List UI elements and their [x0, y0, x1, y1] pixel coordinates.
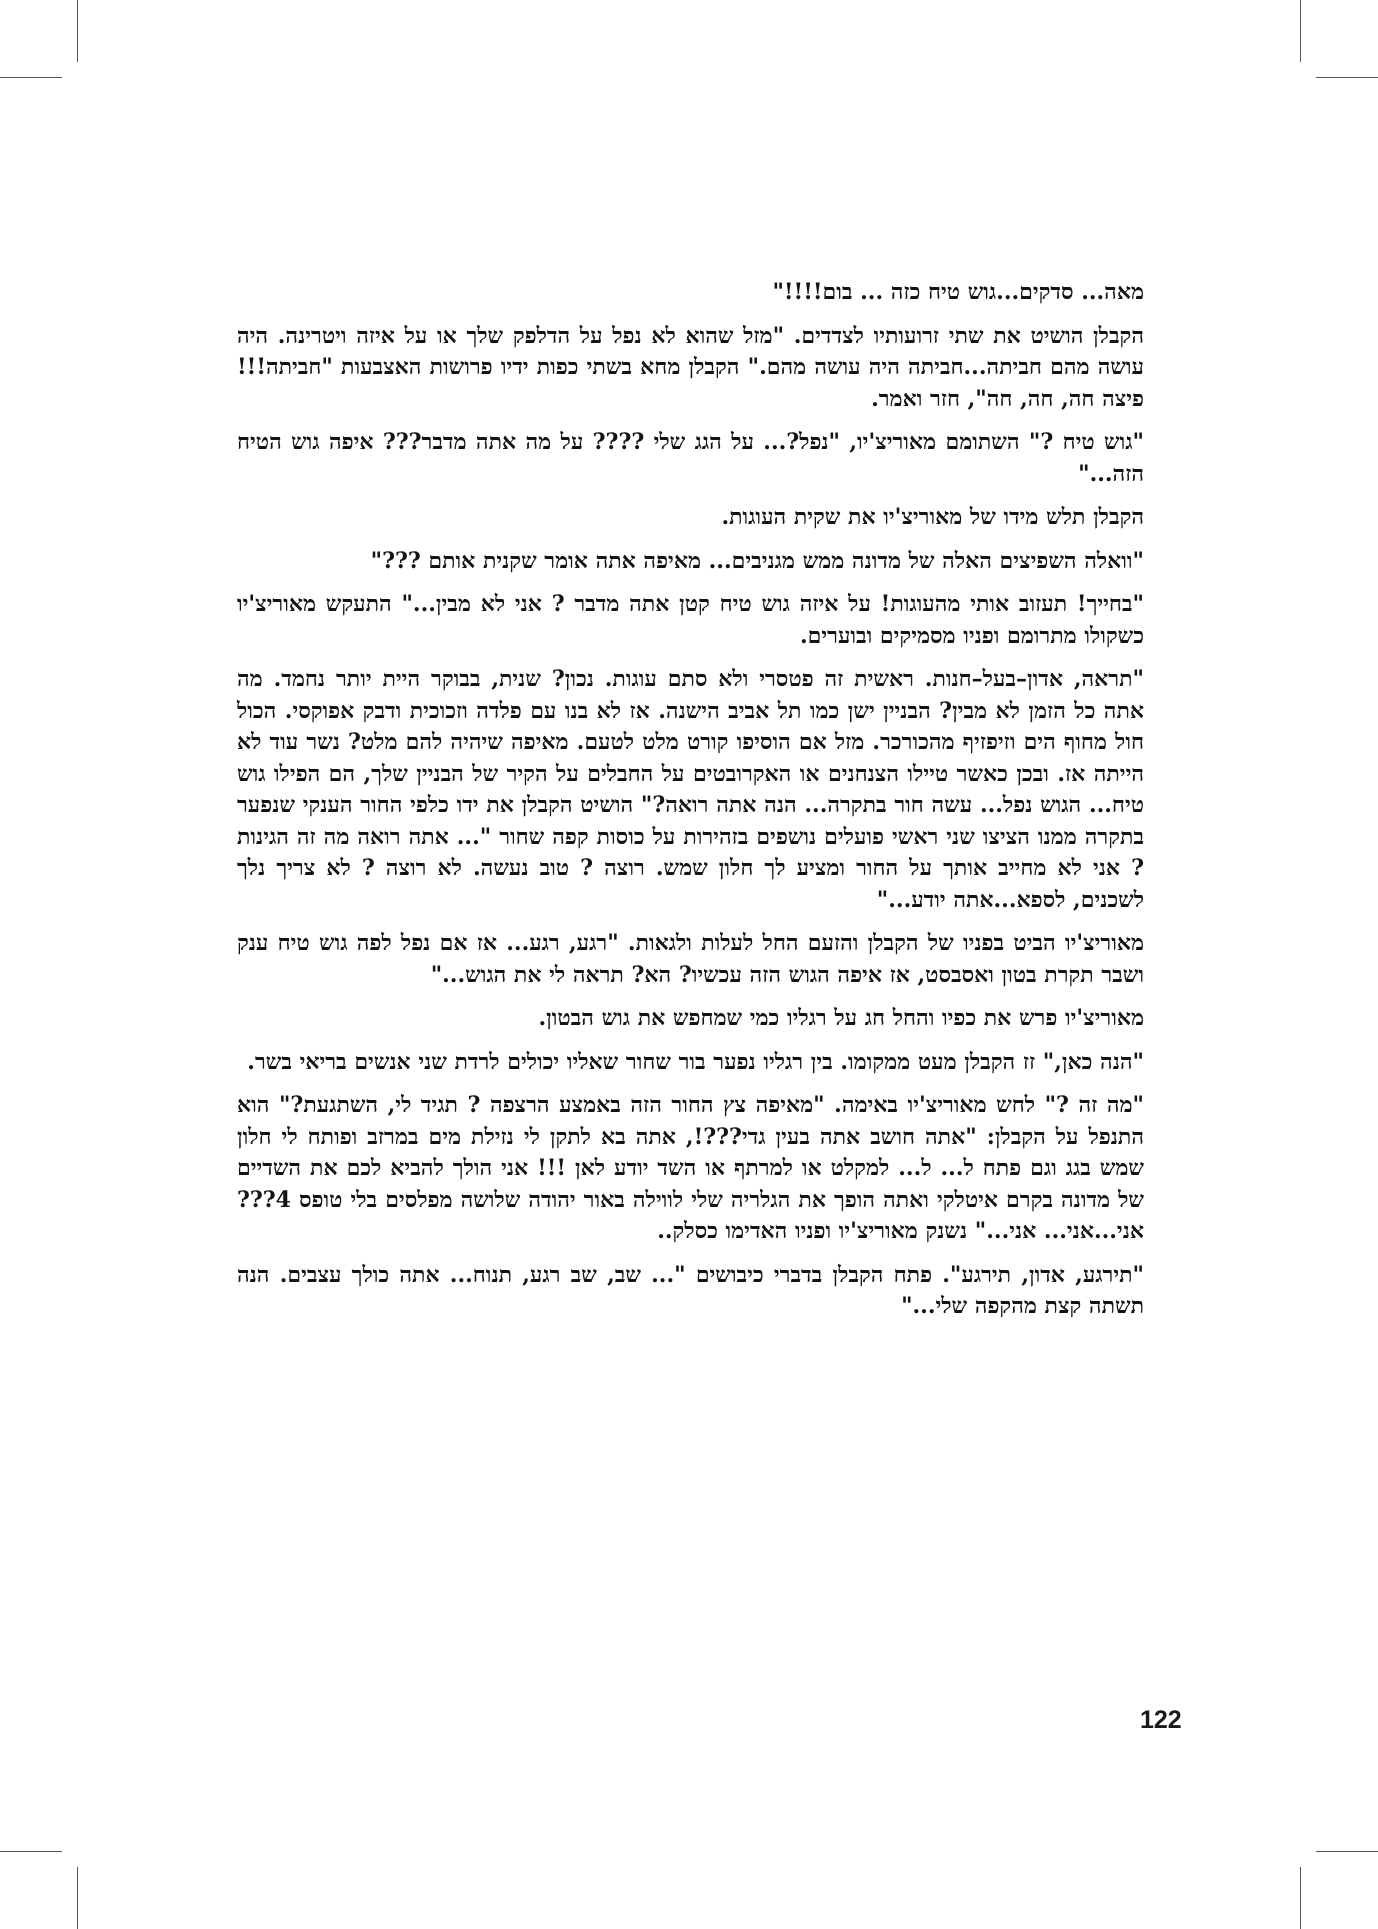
paragraph: מאה... סדקים...גוש טיח כזה ... בום!!!!" [772, 279, 1144, 305]
body-text [237, 277, 1144, 1335]
crop-mark [0, 77, 62, 78]
paragraph: "מה זה ?" לחש מאוריצ'יו באימה. "מאיפה צץ החור הזה באמצע הרצפה ? תגיד לי, השתגעת?" הוא התנפל על הקבלן: "אתה חושב אתה בעין גדי???!, אתה בא לתקן לי נזילת מים במרזב ופותח לי חלון שמש בגג וגם פתח ל... ל... למקלט או למרתף או השד יודע לאן !!! אני הולך להביא לכם את השדיים של מדונה בקרם איטלקי ואתה הופך את הגלריה שלי לווילה באור יהודה שלושה מפלסים בלי טופס 4??? אני...אני... אני..." נשנק מאוריצ'יו ופניו האדימו כסלק.. [237, 1092, 1144, 1244]
paragraph: מאוריצ'יו הביט בפניו של הקבלן והזעם החל לעלות ולגאות. "רגע, רגע... אז אם נפל לפה גוש טיח ענק ושבר תקרת בטון ואסבסט, אז איפה הגוש הזה עכשיו? הא? תראה לי את הגוש..." [237, 930, 1144, 988]
crop-mark [1316, 77, 1378, 78]
crop-mark [1316, 1851, 1378, 1852]
paragraph: הקבלן הושיט את שתי זרועותיו לצדדים. "מזל שהוא לא נפל על הדלפק שלך או על איזה ויטרינה. היה עושה מהם חביתה...חביתה היה עושה מהם." הקבלן מחא בשתי כפות ידיו פרושות האצבעות "חביתה!!! פיצה חה, חה, חה", חזר ואמר. [237, 322, 1144, 412]
paragraph: "הנה כאן," זז הקבלן מעט ממקומו. בין רגליו נפער בור שחור שאליו יכולים לרדת שני אנשים בריאי בשר. [247, 1048, 1144, 1075]
paragraph: הקבלן תלש מידו של מאוריצ'יו את שקית העוגות. [721, 504, 1144, 530]
paragraph: "וואלה השפיצים האלה של מדונה ממש מגניבים... מאיפה אתה אומר שקנית אותם ???" [370, 547, 1144, 574]
paragraph: "גוש טיח ?" השתומם מאוריצ'יו, "נפל?... על הגג שלי ???? על מה אתה מדבר??? איפה גוש הטיח הזה..." [237, 429, 1144, 487]
crop-mark [0, 1851, 62, 1852]
paragraph: "תראה, אדון–בעל–חנות. ראשית זה פטסרי ולא סתם עוגות. נכון? שנית, בבוקר היית יותר נחמד. מה אתה כל הזמן לא מבין? הבניין ישן כמו תל אביב הישנה. אז לא בנו עם פלדה וזכוכית ודבק אפוקסי. הכול חול מחוף הים וזיפזיף מהכורכר. מזל אם הוסיפו קורט מלט לטעם. מאיפה שיהיה להם מלט? נשר עוד לא הייתה אז. ובכן כאשר טיילו הצנחנים או האקרובטים על החבלים על הקיר של הבניין שלך, הם הפילו גוש טיח... הגוש נפל... עשה חור בתקרה... הנה אתה רואה?" הושיט הקבלן את ידו כלפי החור הענקי שנפער בתקרה ממנו הציצו שני ראשי פועלים נושפים בזהירות על כוסות קפה שחור "... אתה רואה מה זה הגינות ? אני לא מחייב אותך על החור ומציע לך חלון שמש. רוצה ? טוב נעשה. לא רוצה ? לא צריך נלך לשכנים, לספא...אתה יודע..." [237, 666, 1145, 913]
crop-mark [77, 1867, 78, 1929]
page-number: 122 [1140, 1706, 1182, 1734]
crop-mark [1300, 1867, 1301, 1929]
paragraph: מאוריצ'יו פרש את כפיו והחל חג על רגליו כמי שמחפש את גוש הבטון. [538, 1005, 1144, 1031]
paragraph: "בחייך! תעזוב אותי מהעוגות! על איזה גוש טיח קטן אתה מדבר ? אני לא מבין..." התעקש מאוריצ'יו כשקולו מתרומם ופניו מסמיקים ובוערים. [237, 591, 1144, 649]
paragraph: "תירגע, אדון, תירגע". פתח הקבלן בדברי כיבושים "... שב, שב רגע, תנוח... אתה כולך עצבים. הנה תשתה קצת מהקפה שלי..." [237, 1261, 1144, 1319]
crop-mark [1300, 0, 1301, 62]
crop-mark [77, 0, 78, 62]
